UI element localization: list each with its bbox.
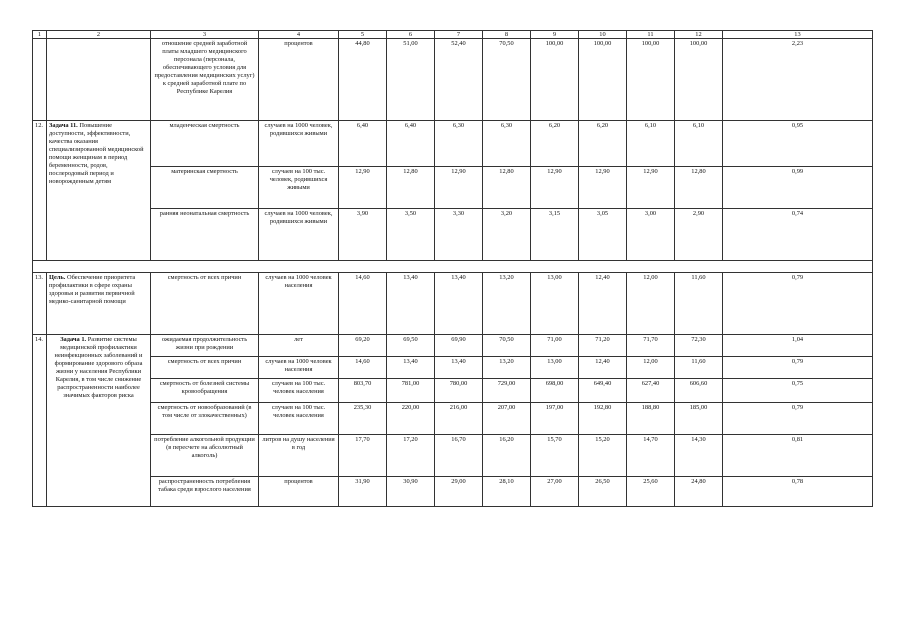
indicator-unit: случаев на 1000 человек, родившихся живыми — [259, 121, 339, 167]
indicator-value: 185,00 — [675, 403, 723, 435]
indicator-value: 13,00 — [531, 273, 579, 335]
indicator-value: 12,80 — [675, 167, 723, 209]
indicator-value: 6,20 — [579, 121, 627, 167]
indicator-unit: случаев на 100 тыс. человек населения — [259, 403, 339, 435]
indicator-value: 27,00 — [531, 477, 579, 507]
indicator-value: 70,50 — [483, 335, 531, 357]
indicator-value: 14,70 — [627, 435, 675, 477]
indicator-value: 6,20 — [531, 121, 579, 167]
indicator-value: 6,10 — [675, 121, 723, 167]
table-row — [33, 209, 873, 261]
indicator-name: отношение средней заработной платы младшего медицинского персонала (персонала, обеспечивающего условия для предоставления медицинских услуг) к средней заработной плате по Республике Карелия — [151, 39, 259, 121]
indicator-name: ожидаемая продолжительность жизни при рождении — [151, 335, 259, 357]
indicator-value: 51,00 — [387, 39, 435, 121]
indicator-value: 6,40 — [339, 121, 387, 167]
indicator-unit: случаев на 100 тыс. человек, родившихся живыми — [259, 167, 339, 209]
indicator-unit: процентов — [259, 39, 339, 121]
indicator-value: 0,95 — [723, 121, 873, 167]
table-row — [33, 335, 873, 357]
column-number: 3 — [151, 31, 259, 39]
indicator-value: 69,50 — [387, 335, 435, 357]
indicator-value: 13,40 — [435, 273, 483, 335]
indicator-value: 72,30 — [675, 335, 723, 357]
indicator-value: 0,79 — [723, 273, 873, 335]
indicator-value: 12,80 — [387, 167, 435, 209]
subprogram-row — [33, 261, 873, 273]
subprogram-title — [33, 261, 873, 273]
indicator-value: 197,00 — [531, 403, 579, 435]
indicator-value: 2,90 — [675, 209, 723, 261]
column-number: 6 — [387, 31, 435, 39]
indicator-value: 192,80 — [579, 403, 627, 435]
task-cell — [47, 121, 151, 261]
task-cell — [47, 39, 151, 121]
column-number: 4 — [259, 31, 339, 39]
indicator-unit: случаев на 1000 человек, родившихся живыми — [259, 209, 339, 261]
indicator-name: смертность от всех причин — [151, 357, 259, 379]
column-number: 9 — [531, 31, 579, 39]
indicator-value: 12,40 — [579, 273, 627, 335]
indicator-value: 100,00 — [531, 39, 579, 121]
indicator-value: 71,00 — [531, 335, 579, 357]
indicator-unit: случаев на 100 тыс. человек населения — [259, 379, 339, 403]
indicator-value: 780,00 — [435, 379, 483, 403]
indicator-value: 13,40 — [387, 357, 435, 379]
column-number: 13 — [723, 31, 873, 39]
table-row — [33, 121, 873, 167]
indicator-value: 15,70 — [531, 435, 579, 477]
column-number: 5 — [339, 31, 387, 39]
indicator-value: 3,15 — [531, 209, 579, 261]
task-text: Развитие системы медицинской профилактики неинфекционных заболеваний и формирование здорового образа жизни у населения Республики Карелия, в том числе снижение распространенности наиболее значимых факторов риска — [54, 336, 143, 399]
table-row — [33, 403, 873, 435]
column-number: 10 — [579, 31, 627, 39]
task-text: Обеспечение приоритета профилактики в сфере охраны здоровья и развития первичной медико-санитарной помощи — [49, 274, 136, 305]
indicator-name: младенческая смертность — [151, 121, 259, 167]
indicator-value: 0,75 — [723, 379, 873, 403]
indicator-value: 12,90 — [579, 167, 627, 209]
table-row — [33, 379, 873, 403]
indicator-value: 627,40 — [627, 379, 675, 403]
table-row — [33, 167, 873, 209]
indicator-value: 698,00 — [531, 379, 579, 403]
table-row — [33, 435, 873, 477]
indicator-value: 71,20 — [579, 335, 627, 357]
indicator-value: 2,23 — [723, 39, 873, 121]
indicator-value: 6,40 — [387, 121, 435, 167]
indicator-value: 12,90 — [435, 167, 483, 209]
indicator-value: 30,90 — [387, 477, 435, 507]
indicator-value: 14,60 — [339, 357, 387, 379]
indicator-value: 3,00 — [627, 209, 675, 261]
indicator-value: 17,20 — [387, 435, 435, 477]
indicator-value: 207,00 — [483, 403, 531, 435]
indicator-value: 3,90 — [339, 209, 387, 261]
indicator-name: материнская смертность — [151, 167, 259, 209]
indicator-value: 6,30 — [435, 121, 483, 167]
indicator-name: потребление алкогольной продукции (в пересчете на абсолютный алкоголь) — [151, 435, 259, 477]
indicator-value: 12,90 — [627, 167, 675, 209]
indicator-value: 12,40 — [579, 357, 627, 379]
indicator-value: 3,50 — [387, 209, 435, 261]
indicator-name: распространенность потребления табака среди взрослого населения — [151, 477, 259, 507]
indicator-value: 0,74 — [723, 209, 873, 261]
indicator-value: 11,60 — [675, 273, 723, 335]
task-label: Цель. — [49, 274, 66, 281]
indicator-value: 28,10 — [483, 477, 531, 507]
indicator-name: ранняя неонатальная смертность — [151, 209, 259, 261]
indicator-unit: случаев на 1000 человек населения — [259, 273, 339, 335]
table-row — [33, 477, 873, 507]
column-number: 8 — [483, 31, 531, 39]
indicator-value: 12,00 — [627, 273, 675, 335]
indicator-unit: лет — [259, 335, 339, 357]
column-number: 7 — [435, 31, 483, 39]
indicator-value: 100,00 — [675, 39, 723, 121]
indicator-value: 69,90 — [435, 335, 483, 357]
indicator-value: 6,10 — [627, 121, 675, 167]
indicator-value: 25,60 — [627, 477, 675, 507]
indicator-value: 16,20 — [483, 435, 531, 477]
row-number: 13. — [33, 273, 47, 335]
indicator-value: 220,00 — [387, 403, 435, 435]
table-row — [33, 39, 873, 121]
indicator-unit: процентов — [259, 477, 339, 507]
indicator-value: 29,00 — [435, 477, 483, 507]
indicator-value: 781,00 — [387, 379, 435, 403]
indicator-value: 13,20 — [483, 357, 531, 379]
indicator-value: 12,00 — [627, 357, 675, 379]
indicator-value: 16,70 — [435, 435, 483, 477]
task-label: Задача 11. — [49, 122, 78, 129]
indicator-value: 12,90 — [339, 167, 387, 209]
indicator-value: 0,79 — [723, 357, 873, 379]
header-row — [33, 31, 873, 39]
indicator-value: 31,90 — [339, 477, 387, 507]
indicator-value: 24,80 — [675, 477, 723, 507]
indicator-value: 216,00 — [435, 403, 483, 435]
indicator-value: 3,05 — [579, 209, 627, 261]
indicator-unit: случаев на 1000 человек населения — [259, 357, 339, 379]
indicator-value: 803,70 — [339, 379, 387, 403]
indicator-value: 44,80 — [339, 39, 387, 121]
indicator-value: 3,20 — [483, 209, 531, 261]
indicator-value: 17,70 — [339, 435, 387, 477]
task-cell — [47, 273, 151, 335]
indicator-value: 0,78 — [723, 477, 873, 507]
indicator-value: 14,60 — [339, 273, 387, 335]
task-text: Повышение доступности, эффективности, качества оказания специализированной медицинской помощи женщинам в период беременности, родов, послеродовый период и новорожденным детям — [49, 122, 144, 185]
indicator-value: 26,50 — [579, 477, 627, 507]
indicator-value: 14,30 — [675, 435, 723, 477]
indicator-value: 649,40 — [579, 379, 627, 403]
indicator-value: 606,60 — [675, 379, 723, 403]
row-number: 12. — [33, 121, 47, 261]
indicator-value: 69,20 — [339, 335, 387, 357]
indicator-value: 11,60 — [675, 357, 723, 379]
indicator-value: 6,30 — [483, 121, 531, 167]
indicator-value: 13,40 — [387, 273, 435, 335]
row-number — [33, 39, 47, 121]
indicator-value: 71,70 — [627, 335, 675, 357]
indicator-unit: литров на душу населения в год — [259, 435, 339, 477]
indicator-value: 13,40 — [435, 357, 483, 379]
indicator-name: смертность от новообразований (в том числе от злокачественных) — [151, 403, 259, 435]
task-cell — [47, 335, 151, 507]
indicator-value: 100,00 — [627, 39, 675, 121]
indicator-value: 15,20 — [579, 435, 627, 477]
column-number: 2 — [47, 31, 151, 39]
indicators-table — [32, 30, 873, 507]
indicator-value: 52,40 — [435, 39, 483, 121]
indicator-value: 13,00 — [531, 357, 579, 379]
indicator-value: 235,30 — [339, 403, 387, 435]
indicator-value: 188,80 — [627, 403, 675, 435]
column-number: 1 — [33, 31, 47, 39]
indicator-name: смертность от всех причин — [151, 273, 259, 335]
indicator-value: 1,04 — [723, 335, 873, 357]
indicator-value: 729,00 — [483, 379, 531, 403]
indicator-name: смертность от болезней системы кровообращения — [151, 379, 259, 403]
task-label: Задача 1. — [60, 336, 87, 343]
table-row — [33, 273, 873, 335]
indicator-value: 0,79 — [723, 403, 873, 435]
indicator-value: 0,99 — [723, 167, 873, 209]
indicator-value: 0,81 — [723, 435, 873, 477]
table-row — [33, 357, 873, 379]
column-number: 11 — [627, 31, 675, 39]
indicator-value: 3,30 — [435, 209, 483, 261]
indicator-value: 100,00 — [579, 39, 627, 121]
row-number: 14. — [33, 335, 47, 507]
indicator-value: 12,90 — [531, 167, 579, 209]
indicator-value: 13,20 — [483, 273, 531, 335]
indicator-value: 70,50 — [483, 39, 531, 121]
indicator-value: 12,80 — [483, 167, 531, 209]
column-number: 12 — [675, 31, 723, 39]
